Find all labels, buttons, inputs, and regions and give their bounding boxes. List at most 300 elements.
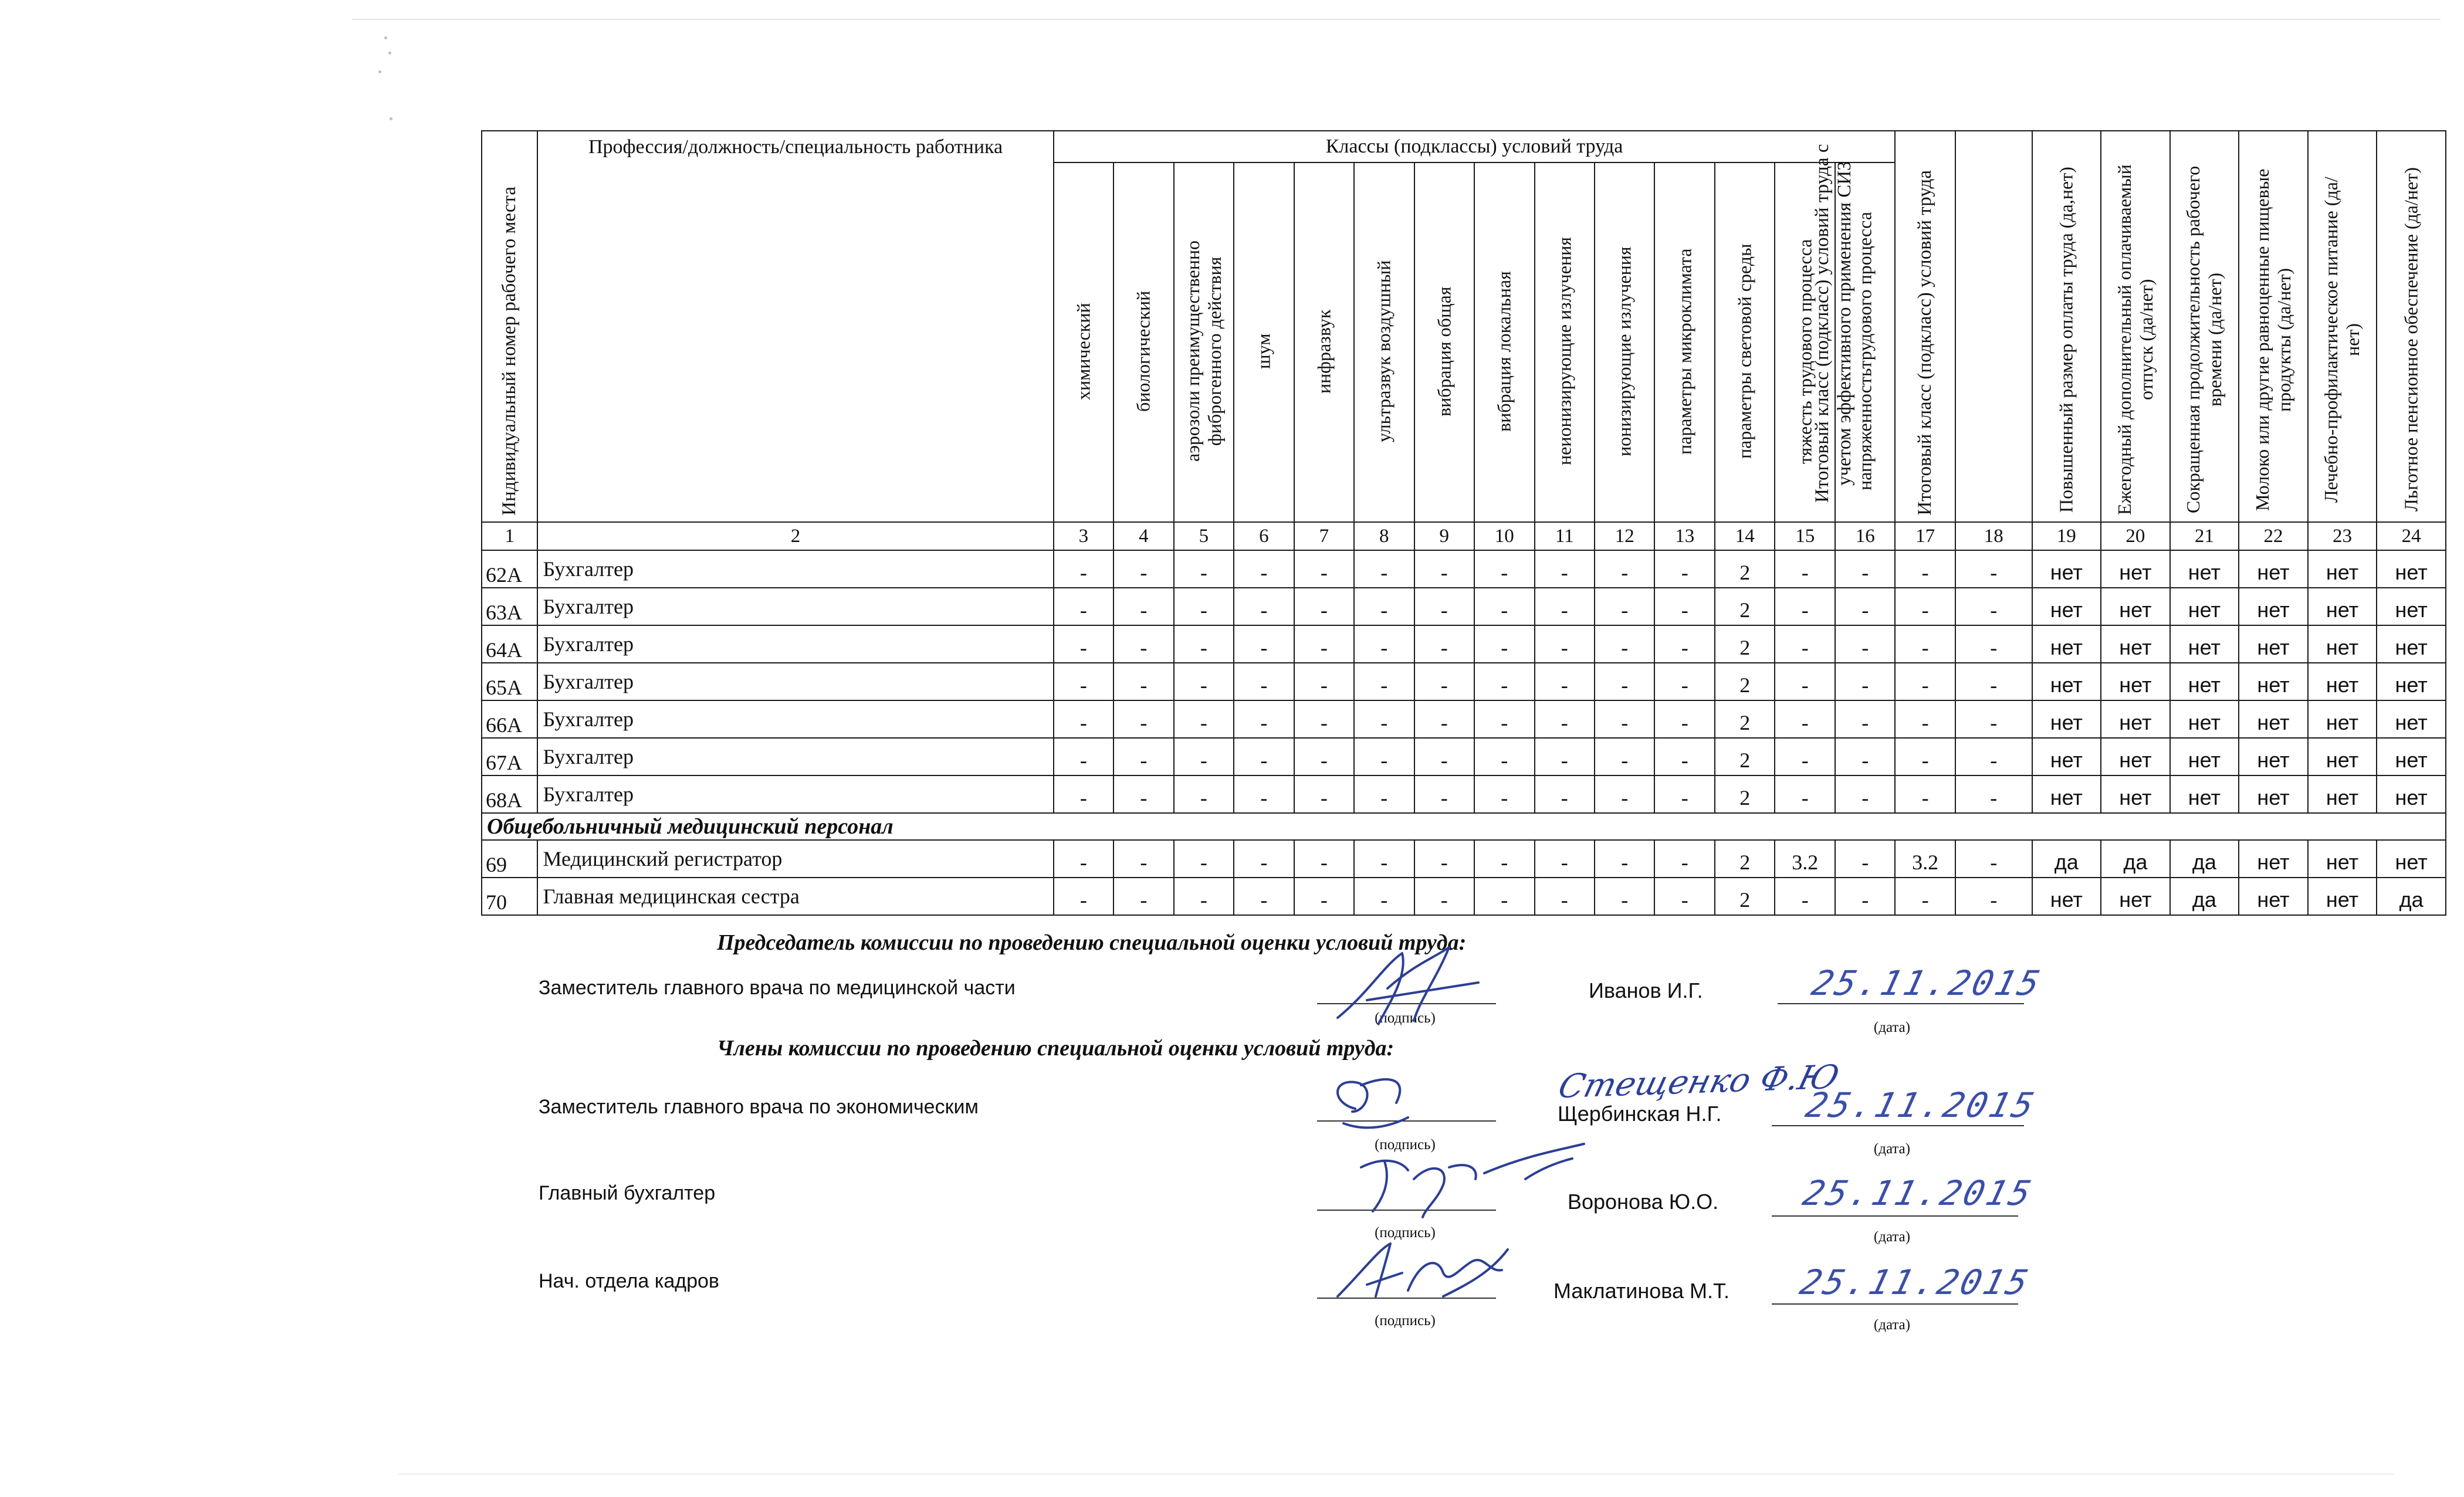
table-cell: - — [1113, 738, 1173, 775]
section-title: Общебольничный медицинский персонал — [482, 813, 2446, 840]
workplace-id: 65А — [482, 663, 537, 700]
table-cell: - — [1234, 840, 1294, 878]
table-cell: - — [1895, 663, 1955, 700]
header-text: Лечебно-профилактическое питание (да/нет) — [2320, 177, 2364, 503]
table-cell: - — [1414, 700, 1474, 738]
table-row — [482, 588, 2446, 625]
table-cell: нет — [2377, 550, 2446, 588]
table-cell: - — [1054, 663, 1113, 700]
table-cell: - — [1234, 878, 1294, 915]
table-cell: - — [1775, 588, 1835, 625]
table-cell: - — [1174, 878, 1234, 915]
table-cell: - — [1113, 625, 1173, 663]
header-factor-10 — [1654, 162, 1714, 522]
header-text: Сокращенная продолжительность рабочего времени (да/нет) — [2182, 165, 2226, 514]
table-cell: - — [1955, 878, 2032, 915]
table-cell: - — [1354, 738, 1414, 775]
table-cell: - — [1535, 550, 1595, 588]
table-cell: 2 — [1715, 550, 1775, 588]
table-cell: - — [1294, 840, 1354, 878]
table-cell: - — [1474, 588, 1534, 625]
table-cell: нет — [2239, 700, 2308, 738]
table-row — [482, 663, 2446, 700]
table-cell: - — [1234, 625, 1294, 663]
header-text: напряженностьтрудового процесса — [1854, 212, 1876, 491]
scan-speck — [390, 117, 392, 120]
table-cell: нет — [2101, 738, 2170, 775]
table-cell: - — [1835, 663, 1896, 700]
table-cell: да — [2170, 840, 2239, 878]
table-cell: - — [1054, 550, 1113, 588]
header-profession: Профессия/должность/специальность работника — [537, 131, 1053, 522]
header-text: параметры световой среды — [1734, 243, 1755, 459]
table-cell: - — [1895, 738, 1955, 775]
table-cell: нет — [2170, 550, 2239, 588]
header-text: Льготное пенсионное обеспечение (да/нет) — [2400, 167, 2422, 512]
table-cell: - — [1474, 840, 1534, 878]
column-number: 11 — [1535, 522, 1595, 550]
signature-caption: (подпись) — [1375, 1225, 1436, 1241]
workplace-id: 67А — [482, 738, 537, 775]
table-cell: да — [2032, 840, 2101, 878]
column-number: 10 — [1474, 522, 1534, 550]
header-benefit-5 — [2377, 131, 2446, 522]
table-cell: - — [1354, 878, 1414, 915]
header-factor-11 — [1715, 162, 1775, 522]
table-cell: - — [1535, 775, 1595, 813]
table-cell: нет — [2308, 840, 2377, 878]
scan-edge-bottom — [399, 1474, 2394, 1475]
scan-speck — [384, 36, 387, 39]
table-cell: - — [1595, 663, 1654, 700]
column-number: 13 — [1654, 522, 1714, 550]
workplace-id: 66А — [482, 700, 537, 738]
table-cell: - — [1113, 840, 1173, 878]
table-cell: нет — [2308, 663, 2377, 700]
header-benefit-2 — [2170, 131, 2239, 522]
table-cell: - — [1294, 663, 1354, 700]
table-cell: - — [1113, 550, 1173, 588]
table-cell: - — [1595, 775, 1654, 813]
header-factor-4 — [1294, 162, 1354, 522]
member-position: Главный бухгалтер — [539, 1182, 716, 1204]
table-cell: - — [1414, 878, 1474, 915]
table-cell: - — [1414, 840, 1474, 878]
table-cell: - — [1054, 625, 1113, 663]
table-cell: - — [1835, 700, 1896, 738]
member-position: Нач. отдела кадров — [539, 1270, 719, 1292]
table-cell: - — [1054, 700, 1113, 738]
table-cell: нет — [2170, 738, 2239, 775]
profession: Бухгалтер — [537, 738, 1053, 775]
table-cell: - — [1174, 840, 1234, 878]
header-text: Итоговый класс (подкласс) условий труда с учетом эффективного применения СИЗ — [1812, 144, 1856, 503]
table-cell: нет — [2032, 775, 2101, 813]
table-cell: - — [1835, 878, 1896, 915]
table-cell: - — [1354, 840, 1414, 878]
header-text: Ежегодный дополнительный оплачиваемый отпуск (да/нет) — [2114, 164, 2157, 515]
header-text: шум — [1253, 333, 1274, 370]
date-line — [1772, 1125, 2024, 1126]
table-cell: 2 — [1715, 738, 1775, 775]
table-cell: - — [1474, 700, 1534, 738]
column-number: 12 — [1595, 522, 1654, 550]
table-cell: нет — [2101, 588, 2170, 625]
table-cell: нет — [2308, 588, 2377, 625]
table-cell: - — [1895, 878, 1955, 915]
table-cell: 2 — [1715, 625, 1775, 663]
table-cell: нет — [2377, 775, 2446, 813]
member-name: Воронова Ю.О. — [1568, 1190, 1719, 1214]
table-cell: - — [1354, 700, 1414, 738]
table-cell: - — [1775, 625, 1835, 663]
table-cell: - — [1054, 775, 1113, 813]
header-benefit-1 — [2101, 131, 2170, 522]
table-cell: - — [1474, 878, 1534, 915]
header-text: инфразвук — [1313, 309, 1335, 394]
table-cell: да — [2377, 878, 2446, 915]
table-cell: - — [1835, 738, 1896, 775]
table-cell: - — [1895, 550, 1955, 588]
table-cell: - — [1294, 738, 1354, 775]
table-cell: - — [1654, 663, 1714, 700]
table-cell: - — [1414, 738, 1474, 775]
table-cell: - — [1354, 775, 1414, 813]
table-cell: - — [1234, 550, 1294, 588]
table-cell: - — [1234, 663, 1294, 700]
table-cell: - — [1414, 625, 1474, 663]
table-cell: - — [1054, 878, 1113, 915]
table-cell: - — [1234, 775, 1294, 813]
workplace-id: 70 — [482, 878, 537, 915]
table-cell: нет — [2377, 738, 2446, 775]
table-row — [482, 625, 2446, 663]
member-position: Заместитель главного врача по экономическим — [539, 1096, 979, 1118]
column-number: 22 — [2239, 522, 2308, 550]
header-text: Повышенный размер оплаты труда (да,нет) — [2055, 167, 2077, 513]
signature-caption: (подпись) — [1375, 1313, 1436, 1329]
table-cell: - — [1654, 775, 1714, 813]
chair-signature-scribble — [1332, 941, 1484, 1029]
table-cell: - — [1955, 775, 2032, 813]
table-cell: 2 — [1715, 878, 1775, 915]
table-row — [482, 700, 2446, 738]
chair-date: 25.11.2015 — [1808, 963, 2046, 1003]
member-signature-scribble — [1326, 1238, 1514, 1302]
header-text: химический — [1072, 303, 1094, 400]
table-cell: - — [1294, 625, 1354, 663]
member-name: Маклатинова М.Т. — [1553, 1279, 1730, 1303]
chair-heading: Председатель комиссии по проведению специальной оценки условий труда: — [717, 930, 1467, 955]
table-cell: нет — [2032, 625, 2101, 663]
table-cell: - — [1955, 550, 2032, 588]
table-cell: - — [1595, 878, 1654, 915]
table-cell: нет — [2101, 878, 2170, 915]
section-row — [482, 813, 2446, 840]
table-cell: нет — [2239, 878, 2308, 915]
column-number: 1 — [482, 522, 537, 550]
header-factor-0 — [1054, 162, 1113, 522]
table-cell: нет — [2308, 878, 2377, 915]
table-cell: - — [1955, 588, 2032, 625]
table-row — [482, 738, 2446, 775]
table-cell: - — [1775, 775, 1835, 813]
table-cell: нет — [2239, 625, 2308, 663]
working-conditions-table — [481, 130, 2446, 916]
table-cell: - — [1354, 588, 1414, 625]
table-cell: - — [1535, 588, 1595, 625]
table-cell: - — [1775, 550, 1835, 588]
column-number: 16 — [1835, 522, 1896, 550]
table-cell: нет — [2377, 588, 2446, 625]
table-cell: - — [1354, 625, 1414, 663]
scan-edge-top — [352, 19, 2441, 20]
profession: Бухгалтер — [537, 663, 1053, 700]
table-cell: - — [1234, 588, 1294, 625]
column-number: 24 — [2377, 522, 2446, 550]
table-cell: - — [1955, 663, 2032, 700]
header-text: неионизирующие излучения — [1553, 237, 1575, 466]
table-cell: - — [1474, 625, 1534, 663]
table-cell: - — [1595, 625, 1654, 663]
table-cell: нет — [2170, 663, 2239, 700]
table-cell: нет — [2170, 700, 2239, 738]
header-factor-1 — [1113, 162, 1173, 522]
table-cell: - — [1174, 663, 1234, 700]
member-date: 25.11.2015 — [1796, 1262, 2035, 1302]
date-caption: (дата) — [1873, 1020, 1911, 1035]
table-cell: нет — [2239, 588, 2308, 625]
table-cell: - — [1895, 700, 1955, 738]
table-cell: да — [2101, 840, 2170, 878]
table-cell: нет — [2308, 738, 2377, 775]
table-cell: - — [1595, 550, 1654, 588]
profession: Бухгалтер — [537, 625, 1053, 663]
table-cell: - — [1414, 550, 1474, 588]
header-text: тяжесть трудового процесса — [1794, 239, 1816, 464]
table-cell: - — [1535, 663, 1595, 700]
header-factor-9 — [1595, 162, 1654, 522]
profession: Бухгалтер — [537, 775, 1053, 813]
signature-caption: (подпись) — [1375, 1137, 1436, 1153]
header-text: ионизирующие излучения — [1613, 246, 1635, 456]
table-cell: - — [1595, 840, 1654, 878]
member-date: 25.11.2015 — [1802, 1085, 2040, 1125]
table-cell: - — [1835, 550, 1896, 588]
table-cell: нет — [2239, 840, 2308, 878]
table-cell: - — [1654, 878, 1714, 915]
table-cell: - — [1054, 738, 1113, 775]
table-cell: нет — [2170, 588, 2239, 625]
date-caption: (дата) — [1873, 1229, 1911, 1245]
column-number: 9 — [1414, 522, 1474, 550]
table-cell: - — [1294, 775, 1354, 813]
workplace-id: 63А — [482, 588, 537, 625]
table-cell: - — [1895, 775, 1955, 813]
table-cell: - — [1775, 663, 1835, 700]
header-row-top — [482, 131, 2446, 162]
header-text: Итоговый класс (подкласс) условий труда — [1914, 170, 1935, 516]
header-factor-13 — [1835, 162, 1896, 522]
header-text: биологический — [1132, 290, 1154, 412]
table-cell: - — [1113, 663, 1173, 700]
column-number: 4 — [1113, 522, 1173, 550]
table-cell: 2 — [1715, 775, 1775, 813]
signature-caption: (подпись) — [1375, 1010, 1436, 1026]
table-cell: - — [1535, 625, 1595, 663]
table-cell: нет — [2101, 550, 2170, 588]
table-cell: - — [1955, 840, 2032, 878]
table-cell: - — [1595, 588, 1654, 625]
header-factor-3 — [1234, 162, 1294, 522]
table-cell: - — [1474, 663, 1534, 700]
table-cell: - — [1174, 588, 1234, 625]
table-row — [482, 775, 2446, 813]
table-cell: - — [1113, 878, 1173, 915]
table-cell: - — [1775, 700, 1835, 738]
table-cell: - — [1654, 588, 1714, 625]
header-workplace-number — [482, 131, 537, 522]
header-text: параметры микроклимата — [1674, 248, 1695, 455]
table-cell: нет — [2101, 775, 2170, 813]
table-cell: - — [1113, 775, 1173, 813]
table-cell: - — [1955, 738, 2032, 775]
chair-name: Иванов И.Г. — [1589, 978, 1703, 1002]
table-cell: нет — [2239, 775, 2308, 813]
table-cell: - — [1654, 840, 1714, 878]
table-cell: - — [1414, 775, 1474, 813]
header-text: Индивидуальный номер рабочего места — [498, 187, 520, 516]
table-cell: - — [1174, 775, 1234, 813]
table-cell: - — [1414, 663, 1474, 700]
date-caption: (дата) — [1873, 1141, 1911, 1157]
table-cell: нет — [2032, 878, 2101, 915]
table-body — [482, 131, 2446, 915]
table-cell: нет — [2170, 775, 2239, 813]
table-cell: - — [1535, 700, 1595, 738]
table-cell: - — [1294, 550, 1354, 588]
header-factor-5 — [1354, 162, 1414, 522]
table-cell: нет — [2308, 700, 2377, 738]
column-number: 8 — [1354, 522, 1414, 550]
column-number: 18 — [1955, 522, 2032, 550]
header-text: ультразвук воздушный — [1373, 260, 1395, 443]
profession: Бухгалтер — [537, 550, 1053, 588]
date-line — [1772, 1215, 2018, 1217]
column-number: 14 — [1715, 522, 1775, 550]
table-cell: - — [1354, 550, 1414, 588]
table-cell: - — [1294, 878, 1354, 915]
table-row — [482, 550, 2446, 588]
header-text: вибрация локальная — [1493, 271, 1515, 432]
table-cell: нет — [2101, 700, 2170, 738]
table-cell: - — [1113, 700, 1173, 738]
table-cell: - — [1654, 700, 1714, 738]
header-benefit-0 — [2032, 131, 2101, 522]
header-factor-7 — [1474, 162, 1534, 522]
table-cell: нет — [2239, 550, 2308, 588]
table-cell: 3.2 — [1775, 840, 1835, 878]
table-cell: - — [1775, 878, 1835, 915]
table-row — [482, 878, 2446, 915]
table-cell: нет — [2032, 738, 2101, 775]
table-cell: - — [1113, 588, 1173, 625]
table-cell: нет — [2308, 625, 2377, 663]
column-number-row — [482, 522, 2446, 550]
table-cell: - — [1835, 625, 1896, 663]
table-cell: - — [1535, 840, 1595, 878]
table-cell: - — [1654, 625, 1714, 663]
table-cell: нет — [2239, 738, 2308, 775]
scan-speck — [378, 70, 381, 73]
table-cell: нет — [2032, 700, 2101, 738]
profession: Бухгалтер — [537, 700, 1053, 738]
header-factor-2 — [1174, 162, 1234, 522]
header-factor-6 — [1414, 162, 1474, 522]
table-cell: - — [1474, 738, 1534, 775]
column-number: 3 — [1054, 522, 1113, 550]
scan-speck — [388, 52, 391, 55]
column-number: 6 — [1234, 522, 1294, 550]
header-text: аэрозоли преимущественно фиброгенного действия — [1182, 241, 1225, 462]
table-cell: нет — [2377, 700, 2446, 738]
column-number: 15 — [1775, 522, 1835, 550]
table-cell: - — [1775, 738, 1835, 775]
table-cell: нет — [2170, 625, 2239, 663]
table-cell: - — [1054, 588, 1113, 625]
table-cell: нет — [2032, 588, 2101, 625]
table-cell: - — [1354, 663, 1414, 700]
column-number: 23 — [2308, 522, 2377, 550]
table-cell: нет — [2032, 663, 2101, 700]
table-row — [482, 840, 2446, 878]
table-cell: нет — [2308, 775, 2377, 813]
table-cell: - — [1895, 588, 1955, 625]
profession: Главная медицинская сестра — [537, 878, 1053, 915]
table-cell: - — [1234, 738, 1294, 775]
member-handwritten-name: Стещенко Ф.Ю — [1554, 1058, 1843, 1106]
table-cell: да — [2170, 878, 2239, 915]
table-cell: - — [1654, 738, 1714, 775]
date-line — [1772, 1303, 2018, 1305]
member-signature-scribble — [1320, 1068, 1414, 1138]
column-number: 2 — [537, 522, 1053, 550]
column-number: 17 — [1895, 522, 1955, 550]
table-cell: - — [1535, 878, 1595, 915]
table-cell: - — [1835, 775, 1896, 813]
table-cell: нет — [2308, 550, 2377, 588]
table-cell: - — [1535, 738, 1595, 775]
table-cell: - — [1174, 550, 1234, 588]
date-line — [1778, 1003, 2024, 1004]
table-cell: - — [1474, 550, 1534, 588]
table-cell: 2 — [1715, 663, 1775, 700]
workplace-id: 69 — [482, 840, 537, 878]
profession: Бухгалтер — [537, 588, 1053, 625]
members-heading: Члены комиссии по проведению специальной оценки условий труда: — [717, 1036, 1395, 1061]
table-cell: - — [1234, 700, 1294, 738]
table-cell: - — [1174, 625, 1234, 663]
workplace-id: 62А — [482, 550, 537, 588]
header-benefit-4 — [2308, 131, 2377, 522]
table-cell: - — [1294, 588, 1354, 625]
column-number: 5 — [1174, 522, 1234, 550]
table-cell: - — [1835, 840, 1896, 878]
table-cell: нет — [2377, 625, 2446, 663]
table-cell: - — [1654, 550, 1714, 588]
workplace-id: 64А — [482, 625, 537, 663]
column-number: 20 — [2101, 522, 2170, 550]
